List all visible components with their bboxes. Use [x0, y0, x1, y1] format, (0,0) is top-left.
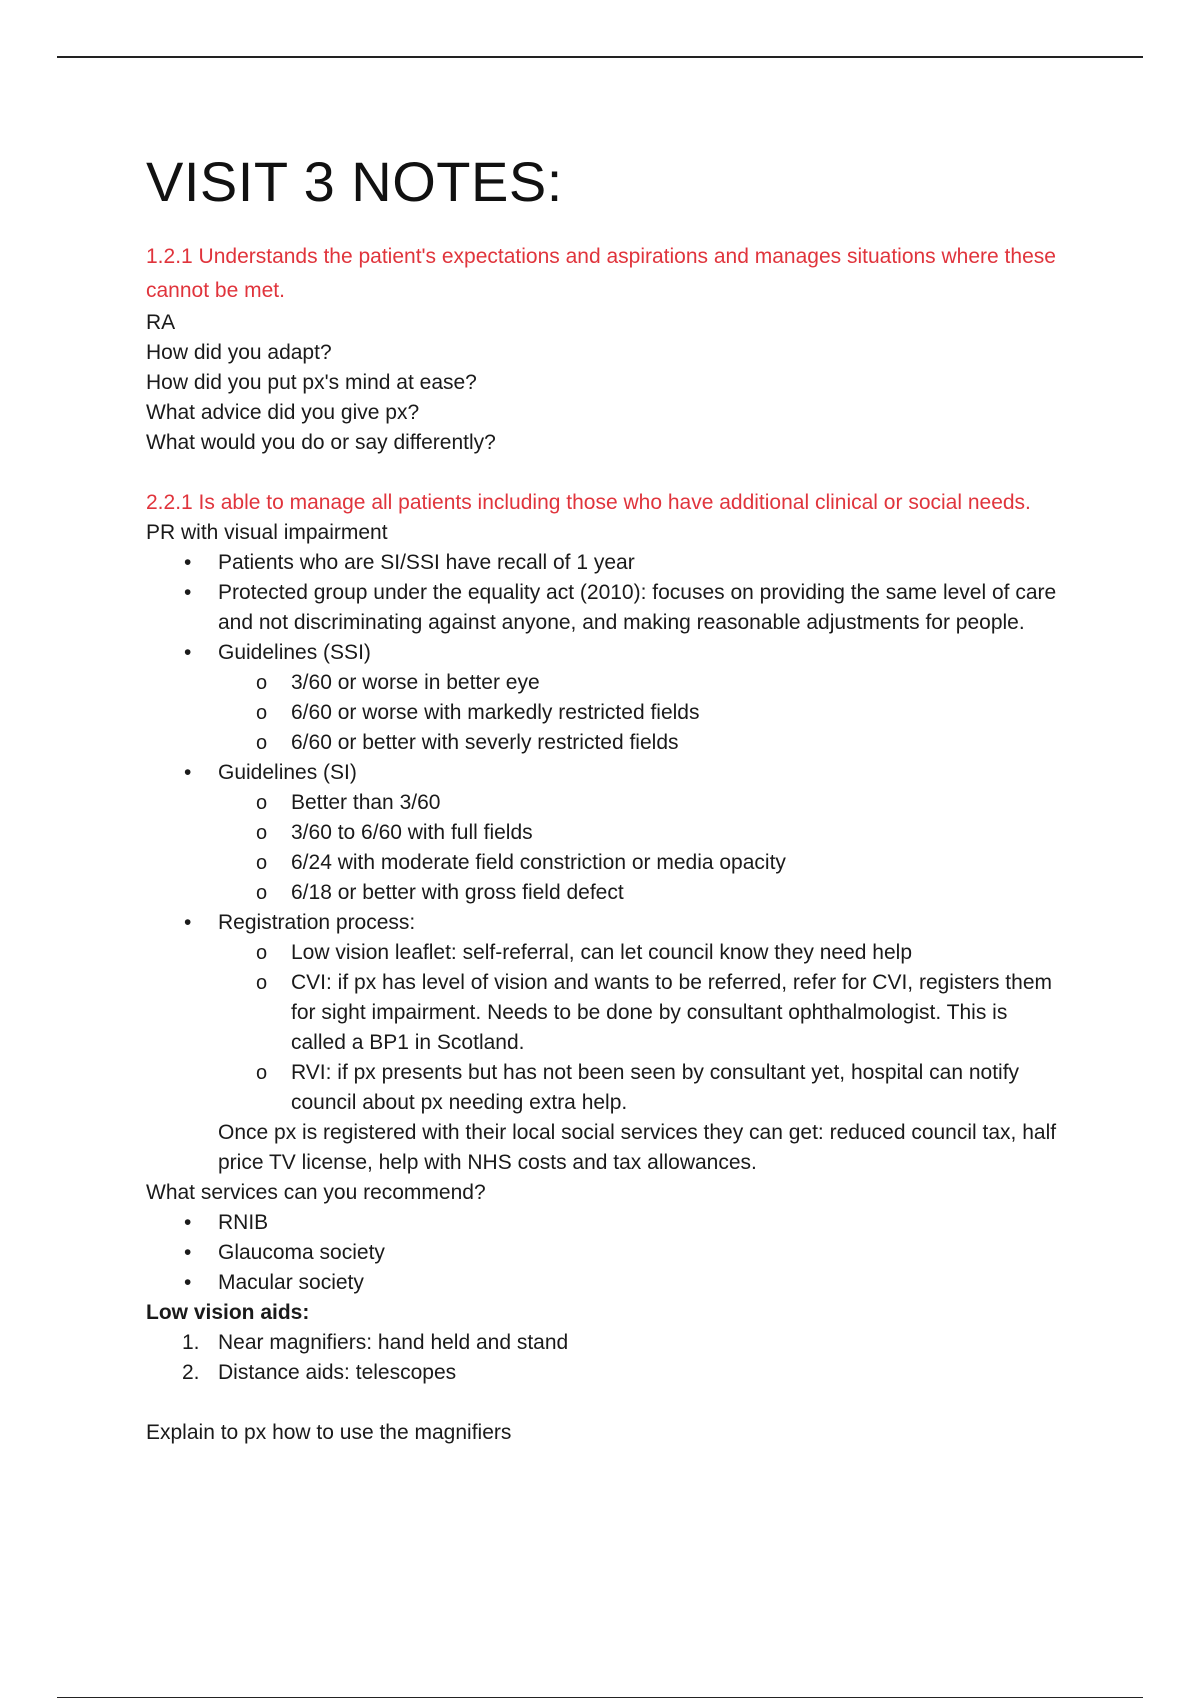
section-1-2-1	[146, 240, 1066, 458]
text-line: How did you put px's mind at ease?	[146, 371, 477, 394]
list-item: • Glaucoma society	[146, 1238, 1066, 1268]
sub-marker: o	[256, 852, 268, 874]
list-item: • Registration process: o Low vision leaflet: self-referral, can let council know they need help o CVI: if px has level of vision and wants to be referred, refer for CVI, registers them for sight impairment. Needs to be done by consultant ophthalmologist. This is called a BP1 in Scotland. o RVI: if px presents but has not been seen by consultant yet, hospital can notify council about px needing extra help.	[146, 908, 1066, 1118]
closing-line: Explain to px how to use the magnifiers	[146, 1421, 512, 1444]
top-rule	[57, 56, 1143, 58]
sub-marker: o	[256, 972, 268, 994]
bullet-marker: •	[184, 1271, 192, 1294]
text-line: What advice did you give px?	[146, 401, 420, 424]
lva-heading: Low vision aids:	[146, 1301, 310, 1324]
number-marker: 2.	[182, 1361, 200, 1384]
registered-note: Once px is registered with their local social services they can get: reduced council tax, half price TV license, help with NHS costs and tax allowances.	[218, 1121, 1057, 1174]
si-sublist	[218, 788, 1066, 908]
text-line: What would you do or say differently?	[146, 431, 496, 454]
sub-list-item: o Better than 3/60	[146, 788, 1066, 818]
bullet-marker: •	[184, 761, 192, 784]
page-title: VISIT 3 NOTES:	[146, 150, 563, 213]
sub-list-item: o 6/24 with moderate field constriction or media opacity	[146, 848, 1066, 878]
sub-marker: o	[256, 882, 268, 904]
numbered-item: 1. Near magnifiers: hand held and stand	[146, 1328, 1066, 1358]
sub-list-item: o Low vision leaflet: self-referral, can let council know they need help	[146, 938, 1066, 968]
sub-marker: o	[256, 792, 268, 814]
sub-list-item: o 3/60 to 6/60 with full fields	[146, 818, 1066, 848]
bullet-marker: •	[184, 1241, 192, 1264]
list-item: • Macular society	[146, 1268, 1066, 1298]
number-marker: 1.	[182, 1331, 200, 1354]
services-list	[146, 1208, 1066, 1298]
numbered-item: 2. Distance aids: telescopes	[146, 1358, 1066, 1388]
section-intro: PR with visual impairment	[146, 521, 388, 544]
list-item: • Patients who are SI/SSI have recall of 1 year	[146, 548, 1066, 578]
sub-marker: o	[256, 732, 268, 754]
sub-list-item: o 6/60 or better with severly restricted fields	[146, 728, 1066, 758]
bullet-marker: •	[184, 641, 192, 664]
sub-marker: o	[256, 1062, 268, 1084]
bullet-marker: •	[184, 551, 192, 574]
lva-list	[146, 1328, 1066, 1388]
list-item: • Guidelines (SI) o Better than 3/60 o 3/60 to 6/60 with full fields o 6/24 with moderate field constriction or media opacity o 6/18 or better with gross field defect	[146, 758, 1066, 908]
sub-marker: o	[256, 822, 268, 844]
sub-marker: o	[256, 942, 268, 964]
list-item: • RNIB	[146, 1208, 1066, 1238]
bottom-rule	[57, 1697, 1143, 1698]
bullet-list	[146, 548, 1066, 1118]
text-line: How did you adapt?	[146, 341, 332, 364]
section-2-2-1	[146, 488, 1066, 1448]
sub-marker: o	[256, 672, 268, 694]
sub-list-item: o 6/18 or better with gross field defect	[146, 878, 1066, 908]
services-question: What services can you recommend?	[146, 1181, 486, 1204]
sub-list-item: o 3/60 or worse in better eye	[146, 668, 1066, 698]
sub-marker: o	[256, 702, 268, 724]
ssi-sublist	[218, 668, 1066, 758]
bullet-marker: •	[184, 581, 192, 604]
section-heading: 1.2.1 Understands the patient's expectations and aspirations and manages situations where these cannot be met.	[146, 245, 1056, 302]
text-line: RA	[146, 311, 176, 334]
sub-list-item: o RVI: if px presents but has not been seen by consultant yet, hospital can notify council about px needing extra help.	[146, 1058, 1066, 1118]
bullet-marker: •	[184, 1211, 192, 1234]
sub-list-item: o CVI: if px has level of vision and wants to be referred, refer for CVI, registers them for sight impairment. Needs to be done by consultant ophthalmologist. This is called a BP1 in Scotland.	[146, 968, 1066, 1058]
bullet-marker: •	[184, 911, 192, 934]
document-page	[146, 150, 1066, 1448]
registration-sublist	[218, 938, 1066, 1118]
list-item: • Guidelines (SSI) o 3/60 or worse in better eye o 6/60 or worse with markedly restricted fields o 6/60 or better with severly restricted fields	[146, 638, 1066, 758]
list-item: • Protected group under the equality act (2010): focuses on providing the same level of care and not discriminating against anyone, and making reasonable adjustments for people.	[146, 578, 1066, 638]
section-heading: 2.2.1 Is able to manage all patients including those who have additional clinical or social needs.	[146, 491, 1031, 514]
sub-list-item: o 6/60 or worse with markedly restricted fields	[146, 698, 1066, 728]
